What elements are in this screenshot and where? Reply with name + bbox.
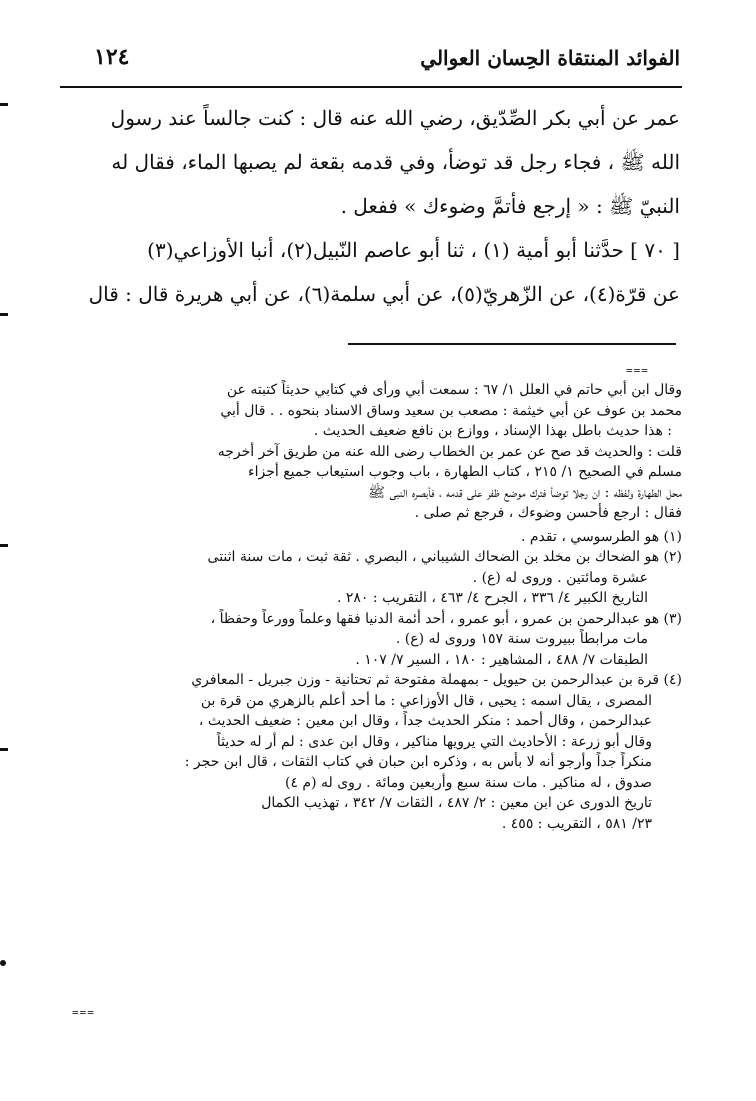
footnote-line: صدوق ، له مناكير . مات سنة سبع وأربعين ومائة . روى له (م ٤) <box>284 774 652 791</box>
scan-mark <box>0 313 8 316</box>
footnote-2: (٢) هو الضحاك بن مخلد بن الضحاك الشيباني ، البصري . ثقة ثبت ، مات سنة اثنتى <box>207 549 682 565</box>
footnote-rule <box>348 343 676 345</box>
footnote-4: (٤) قرة بن عبدالرحمن بن حيويل - بمهملة مفتوحة ثم تحتانية - وزن جبريل - المعافري <box>191 672 682 688</box>
footnote-line: المصرى ، يقال اسمه : يحيى ، قال الأوزاعي : ما أحد أعلم بالزهري من قرة بن <box>200 692 652 709</box>
hadith-70-line: [ ٧٠ ] حدَّثنا أبو أمية (١) ، ثنا أبو عاصم النّبيل(٢)، أنبا الأوزاعي(٣) <box>147 238 680 262</box>
main-text <box>62 96 680 316</box>
footnote-source: الطبقات ٧/ ٤٨٨ ، المشاهير : ١٨٠ ، السير ٧/ ١٠٧ . <box>355 651 648 668</box>
footnote-line: قلت : والحديث قد صح عن عمر بن الخطاب رضى الله عنه من طريق آخر أخرجه <box>217 443 682 460</box>
text-line: الله ﷺ ، فجاء رجل قد توضأ، وفي قدمه بقعة لم يصبها الماء، فقال له <box>111 150 680 174</box>
page-header <box>60 36 680 80</box>
footnote-line: محمد بن عوف عن أبي خيثمة : مصعب بن سعيد وساق الاسناد بنحوه . . قال أبي <box>220 402 682 419</box>
footnote-source: التاريخ الكبير ٤/ ٣٣٦ ، الجرح ٤/ ٤٦٣ ، التقريب : ٢٨٠ . <box>336 590 648 606</box>
footnote-line: فقال : ارجع فأحسن وضوءك ، فرجع ثم صلى . <box>414 505 682 521</box>
footnotes <box>70 380 682 834</box>
footnote-line: عشرة ومائتين . وروى له (ع) . <box>472 569 648 586</box>
running-title: الفوائد المنتقاة الحِسان العوالي <box>420 46 680 70</box>
text-line: النبيّ ﷺ : « إرجع فأتمَّ وضوءك » ففعل . <box>340 194 680 218</box>
footnote-line: منكراً جداً وأرجو أنه لا بأس به ، وذكره ابن حبان في كتاب الثقات ، قال ابن حجر : <box>184 754 652 770</box>
separator-top: === <box>626 364 649 377</box>
footnote-source: ٢٣/ ٥٨١ ، التقريب : ٤٥٥ . <box>501 815 652 832</box>
footnote-source: تاريخ الدورى عن ابن معين : ٢/ ٤٨٧ ، الثقات ٧/ ٣٤٢ ، تهذيب الكمال <box>261 795 652 811</box>
footnote-line: عبدالرحمن ، وقال أحمد : منكر الحديث جداً ، وقال ابن معين : ضعيف الحديث ، <box>198 713 652 729</box>
header-rule <box>60 86 682 88</box>
footnote-line: : هذا حديث باطل بهذا الإسناد ، ووازع بن نافع ضعيف الحديث . <box>313 423 672 439</box>
scan-mark <box>0 544 8 547</box>
footnote-line: وقال ابن أبي حاتم في العلل ١/ ٦٧ : سمعت أبي ورأى في كتابي حديثاً كتبته عن <box>226 382 682 398</box>
scan-mark <box>0 103 8 106</box>
footnote-line: محل الطهارة ولفظه : ان رجلا توضأ فترك موضع ظفر على قدمه ، فأبصره النبى ﷺ <box>368 484 682 501</box>
text-line: عن قرّة(٤)، عن الزّهريّ(٥)، عن أبي سلمة(٦)، عن أبي هريرة قال : قال <box>88 282 680 306</box>
scan-mark <box>0 960 6 966</box>
page-number: ١٢٤ <box>94 44 130 70</box>
footnote-1: (١) هو الطرسوسي ، تقدم . <box>520 528 682 545</box>
footnote-line: مات مرابطاً ببيروت سنة ١٥٧ وروى له (ع) . <box>395 631 648 647</box>
footnote-3: (٣) هو عبدالرحمن بن عمرو ، أبو عمرو ، أحد أئمة الدنيا فقها وعلماً وورعاً وحفظاً ، <box>210 610 682 627</box>
footnote-line: وقال أبو زرعة : الأحاديث التي يرويها مناكير ، وقال ابن عدى : لم أر له حديثاً <box>216 733 652 750</box>
text-line: عمر عن أبي بكر الصِّدّيق، رضي الله عنه قال : كنت جالساً عند رسول <box>110 106 680 130</box>
footnote-line: مسلم في الصحيح ١/ ٢١٥ ، كتاب الطهارة ، باب وجوب استيعاب جميع أجزاء <box>248 464 682 480</box>
scan-mark <box>0 748 8 751</box>
separator-bottom: === <box>72 1006 95 1019</box>
